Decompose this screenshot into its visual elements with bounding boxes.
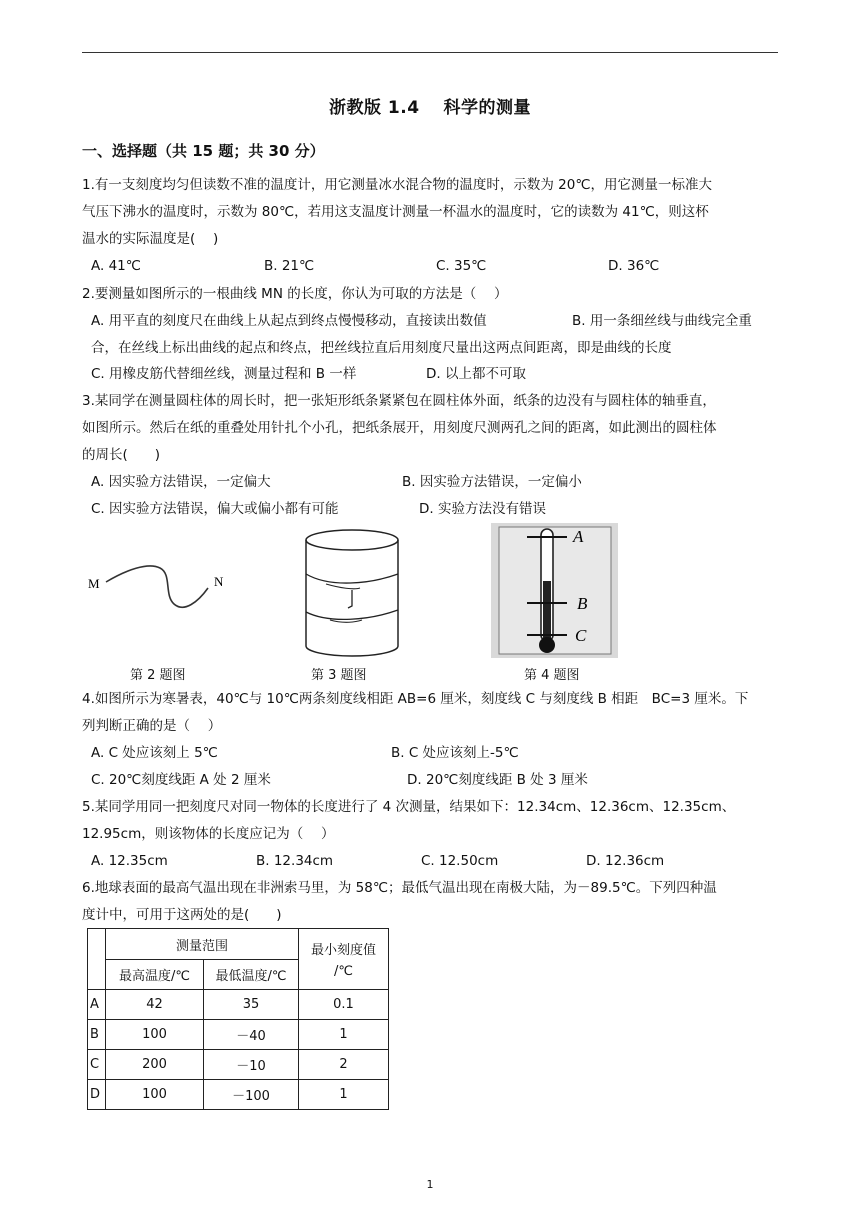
table-corner-cell bbox=[88, 929, 106, 990]
caption-figure-2: 第 2 题图 bbox=[130, 668, 186, 683]
cell-min: 0.1 bbox=[299, 990, 389, 1020]
q1-text-line3: 温水的实际温度是( ) bbox=[82, 231, 219, 247]
q2-text-line1: 2.要测量如图所示的一根曲线 MN 的长度，你认为可取的方法是（ ） bbox=[82, 286, 508, 302]
q2-option-d: D. 以上都不可取 bbox=[426, 366, 526, 382]
q1-option-b: B. 21℃ bbox=[264, 258, 315, 274]
q5-option-b: B. 12.34cm bbox=[256, 853, 334, 869]
q3-text-line2: 如图所示。然后在纸的重叠处用针扎个小孔，把纸条展开，用刻度尺测两孔之间的距离，如此测出的圆柱体 bbox=[82, 420, 717, 436]
q3-option-d: D. 实验方法没有错误 bbox=[419, 501, 546, 517]
cylinder-paper-figure bbox=[300, 526, 405, 658]
cell-high: 200 bbox=[106, 1050, 204, 1080]
q4-option-c: C. 20℃刻度线距 A 处 2 厘米 bbox=[91, 772, 271, 788]
curve-mn-figure bbox=[86, 560, 236, 620]
cell-high: 100 bbox=[106, 1080, 204, 1110]
section-heading: 一、选择题（共 15 题；共 30 分） bbox=[82, 142, 325, 160]
label-c: C bbox=[575, 626, 587, 645]
q4-option-a: A. C 处应该刻上 5℃ bbox=[91, 745, 218, 761]
label-b: B bbox=[577, 594, 588, 613]
q2-option-b-part2: 合，在丝线上标出曲线的起点和终点，把丝线拉直后用刻度尺量出这两点间距离，即是曲线的长度 bbox=[91, 340, 672, 356]
q1-option-d: D. 36℃ bbox=[608, 258, 660, 274]
q1-option-c: C. 35℃ bbox=[436, 258, 487, 274]
row-label: B bbox=[88, 1020, 106, 1050]
thermometer-figure bbox=[491, 523, 618, 658]
row-label: A bbox=[88, 990, 106, 1020]
label-m: M bbox=[88, 576, 100, 591]
caption-figure-4: 第 4 题图 bbox=[524, 668, 580, 683]
cell-min: 1 bbox=[299, 1080, 389, 1110]
q2-option-a: A. 用平直的刻度尺在曲线上从起点到终点慢慢移动，直接读出数值 bbox=[91, 313, 487, 329]
q1-text-line1: 1.有一支刻度均匀但读数不准的温度计，用它测量冰水混合物的温度时，示数为 20℃，用它测量一标准大 bbox=[82, 177, 713, 193]
cell-high: 42 bbox=[106, 990, 204, 1020]
q5-option-d: D. 12.36cm bbox=[586, 853, 665, 869]
label-a: A bbox=[573, 527, 584, 546]
cell-high: 100 bbox=[106, 1020, 204, 1050]
q5-option-c: C. 12.50cm bbox=[421, 853, 499, 869]
table-header-min-scale bbox=[299, 929, 389, 990]
q3-text-line1: 3.某同学在测量圆柱体的周长时，把一张矩形纸条紧紧包在圆柱体外面，纸条的边没有与圆柱体的轴垂直， bbox=[82, 393, 716, 409]
table-header-min-scale-line1: 最小刻度值 bbox=[310, 943, 376, 958]
cell-low: －40 bbox=[204, 1020, 299, 1050]
cell-low: －100 bbox=[204, 1080, 299, 1110]
row-label: C bbox=[88, 1050, 106, 1080]
q3-option-b: B. 因实验方法错误，一定偏小 bbox=[402, 474, 582, 490]
q4-text-line2: 列判断正确的是（ ） bbox=[82, 718, 222, 734]
q2-option-c: C. 用橡皮筋代替细丝线，测量过程和 B 一样 bbox=[91, 366, 357, 382]
q3-option-c: C. 因实验方法错误，偏大或偏小都有可能 bbox=[91, 501, 339, 517]
q3-text-line3: 的周长( ) bbox=[82, 447, 161, 463]
table-row bbox=[88, 1080, 389, 1110]
cell-min: 1 bbox=[299, 1020, 389, 1050]
q5-option-a: A. 12.35cm bbox=[91, 853, 168, 869]
page-number: 1 bbox=[426, 1178, 434, 1191]
caption-figure-3: 第 3 题图 bbox=[311, 668, 367, 683]
header-rule bbox=[82, 52, 778, 53]
page-title: 浙教版 1.4 科学的测量 bbox=[329, 98, 531, 118]
q3-option-a: A. 因实验方法错误，一定偏大 bbox=[91, 474, 271, 490]
q1-option-a: A. 41℃ bbox=[91, 258, 141, 274]
cell-low: －10 bbox=[204, 1050, 299, 1080]
q6-text-line2: 度计中，可用于这两处的是( ) bbox=[82, 907, 282, 923]
table-row bbox=[88, 1020, 389, 1050]
row-label: D bbox=[88, 1080, 106, 1110]
q1-text-line2: 气压下沸水的温度时，示数为 80℃，若用这支温度计测量一杯温水的温度时，它的读数为 41℃，则这杯 bbox=[82, 204, 709, 220]
q5-text-line1: 5.某同学用同一把刻度尺对同一物体的长度进行了 4 次测量，结果如下：12.34cm、12.36cm、12.35cm、 bbox=[82, 799, 736, 815]
q4-text-line1: 4.如图所示为寒暑表，40℃与 10℃两条刻度线相距 AB=6 厘米，刻度线 C 与刻度线 B 相距 BC=3 厘米。下 bbox=[82, 691, 749, 707]
q4-option-d: D. 20℃刻度线距 B 处 3 厘米 bbox=[407, 772, 588, 788]
table-row bbox=[88, 1050, 389, 1080]
table-row bbox=[88, 990, 389, 1020]
table-header-min-scale-line2: /℃ bbox=[334, 964, 353, 979]
cell-low: 35 bbox=[204, 990, 299, 1020]
q4-option-b: B. C 处应该刻上-5℃ bbox=[391, 745, 519, 761]
q5-text-line2: 12.95cm，则该物体的长度应记为（ ） bbox=[82, 826, 335, 842]
q6-text-line1: 6.地球表面的最高气温出现在非洲索马里，为 58℃；最低气温出现在南极大陆，为－89.5℃。下列四种温 bbox=[82, 880, 717, 896]
table-header-high: 最高温度/℃ bbox=[106, 960, 204, 990]
q2-option-b-part1: B. 用一条细丝线与曲线完全重 bbox=[572, 313, 752, 329]
table-header-low: 最低温度/℃ bbox=[204, 960, 299, 990]
label-n: N bbox=[214, 574, 224, 589]
thermometer-table bbox=[87, 928, 389, 1110]
cell-min: 2 bbox=[299, 1050, 389, 1080]
table-header-range: 测量范围 bbox=[106, 929, 299, 960]
